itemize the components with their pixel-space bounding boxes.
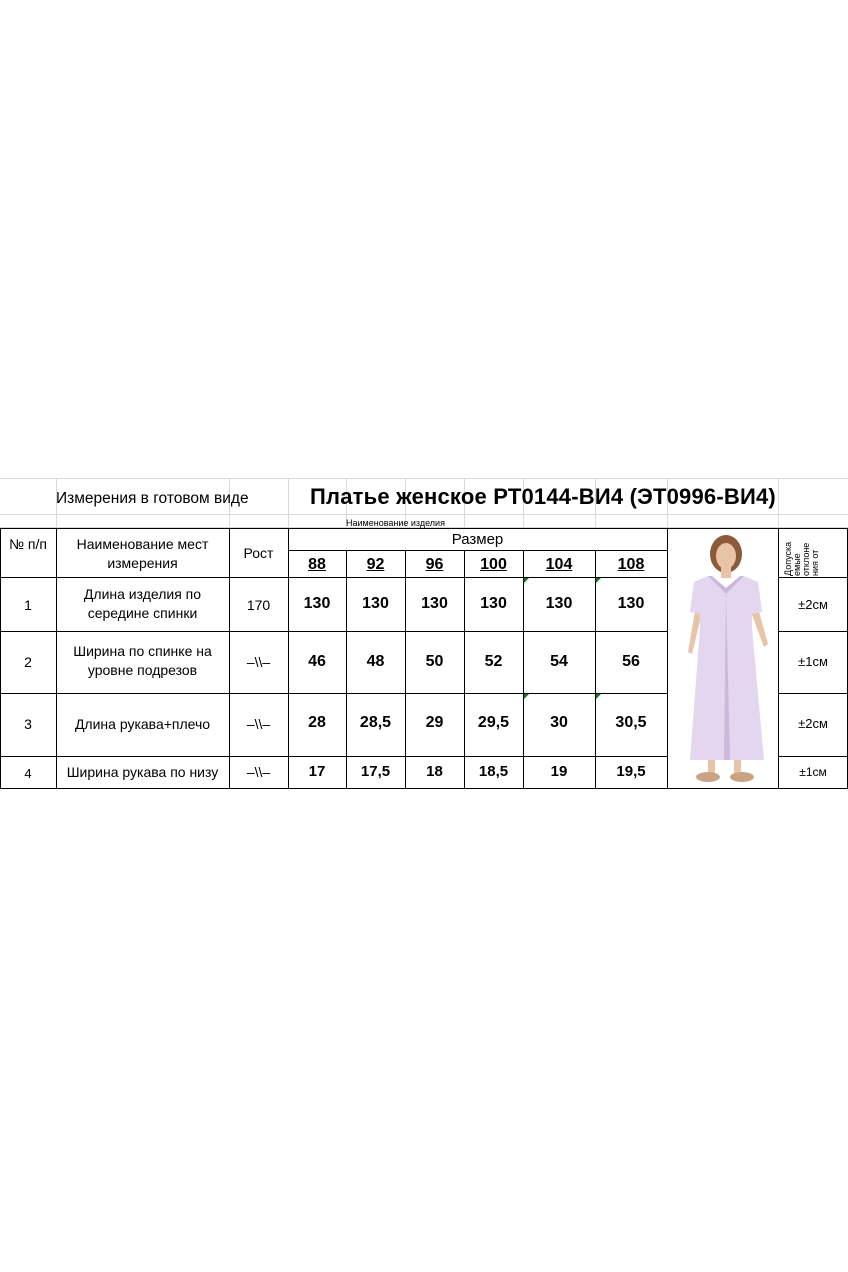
row-1-value: 130 [545,595,573,612]
row-2-number: 2 [24,654,32,670]
table-border [778,756,848,757]
product-name-caption: Наименование изделия [346,518,445,528]
row-3-value: 30,5 [615,714,647,731]
size-88: 88 [308,556,326,573]
grid-line [0,514,848,515]
dress-photo [668,532,778,788]
row-1-number: 1 [24,597,32,613]
neck [721,566,731,578]
right-leg [734,760,741,774]
row-4-height: –\\– [246,764,271,780]
row-2-value: 46 [308,653,326,670]
row-4-value: 19,5 [616,763,646,780]
row-3-value: 30 [550,714,568,731]
row-4-value: 18 [426,763,443,780]
header-tolerance: Допуска емые отклоне ния от [783,541,820,576]
size-96: 96 [425,556,444,573]
header-height: Рост [243,545,274,561]
row-3-value: 28 [308,714,326,731]
grid-line [778,478,779,528]
row-4-number: 4 [24,766,32,781]
measurements-title: Измерения в готовом виде [56,490,249,507]
row-1-value: 130 [480,595,507,612]
size-100: 100 [480,556,507,573]
row-1-value: 130 [421,595,448,612]
row-1-value: 130 [303,595,331,612]
row-1-name: Длина изделия по середине спинки [83,586,202,621]
header-number: № п/п [9,536,47,552]
row-3-name: Длина рукава+плечо [74,716,211,732]
cell-marker [524,694,529,699]
row-1-value: 130 [617,595,645,612]
grid-line [0,478,848,479]
table-border [778,631,848,632]
table-border [288,550,667,551]
row-3-value: 29 [425,714,444,731]
table-border [778,693,848,694]
row-2-value: 52 [484,653,503,670]
row-4-value: 19 [550,763,568,780]
row-3-height: –\\– [246,716,271,732]
row-1-tolerance: ±2см [798,597,828,612]
table-border [0,693,667,694]
row-2-value: 50 [425,653,444,670]
left-shoe [696,772,720,782]
row-1-value: 130 [362,595,389,612]
row-4-value: 18,5 [478,763,509,780]
size-92: 92 [366,556,385,573]
cell-marker [596,694,601,699]
right-shoe [730,772,754,782]
cell-marker [524,578,529,583]
product-title: Платье женское РТ0144-ВИ4 (ЭТ0996-ВИ4) [310,484,776,509]
row-3-tolerance: ±2см [798,716,828,731]
row-2-value: 56 [622,653,640,670]
cell-marker [596,578,601,583]
grid-line [288,478,289,528]
header-measurement-name: Наименование мест измерения [76,536,209,571]
row-4-tolerance: ±1см [799,765,827,779]
table-border [778,577,848,578]
table-border [0,756,667,757]
row-2-name: Ширина по спинке на уровне подрезов [73,643,212,678]
row-2-value: 48 [366,653,385,670]
row-4-value: 17 [308,763,326,780]
row-2-value: 54 [550,653,568,670]
row-2-height: –\\– [246,654,271,670]
row-3-value: 29,5 [477,714,510,731]
left-leg [708,760,715,774]
table-border [0,631,667,632]
table-border [0,577,667,578]
row-3-number: 3 [24,716,32,732]
header-size-group: Размер [451,531,504,548]
size-104: 104 [545,556,573,573]
row-3-value: 28,5 [359,714,392,731]
face [716,543,736,569]
spreadsheet [0,470,848,800]
row-1-height: 170 [246,597,271,613]
row-2-tolerance: ±1см [798,654,828,669]
row-4-value: 17,5 [360,763,391,780]
size-108: 108 [617,556,645,573]
row-4-name: Ширина рукава по низу [66,764,219,780]
